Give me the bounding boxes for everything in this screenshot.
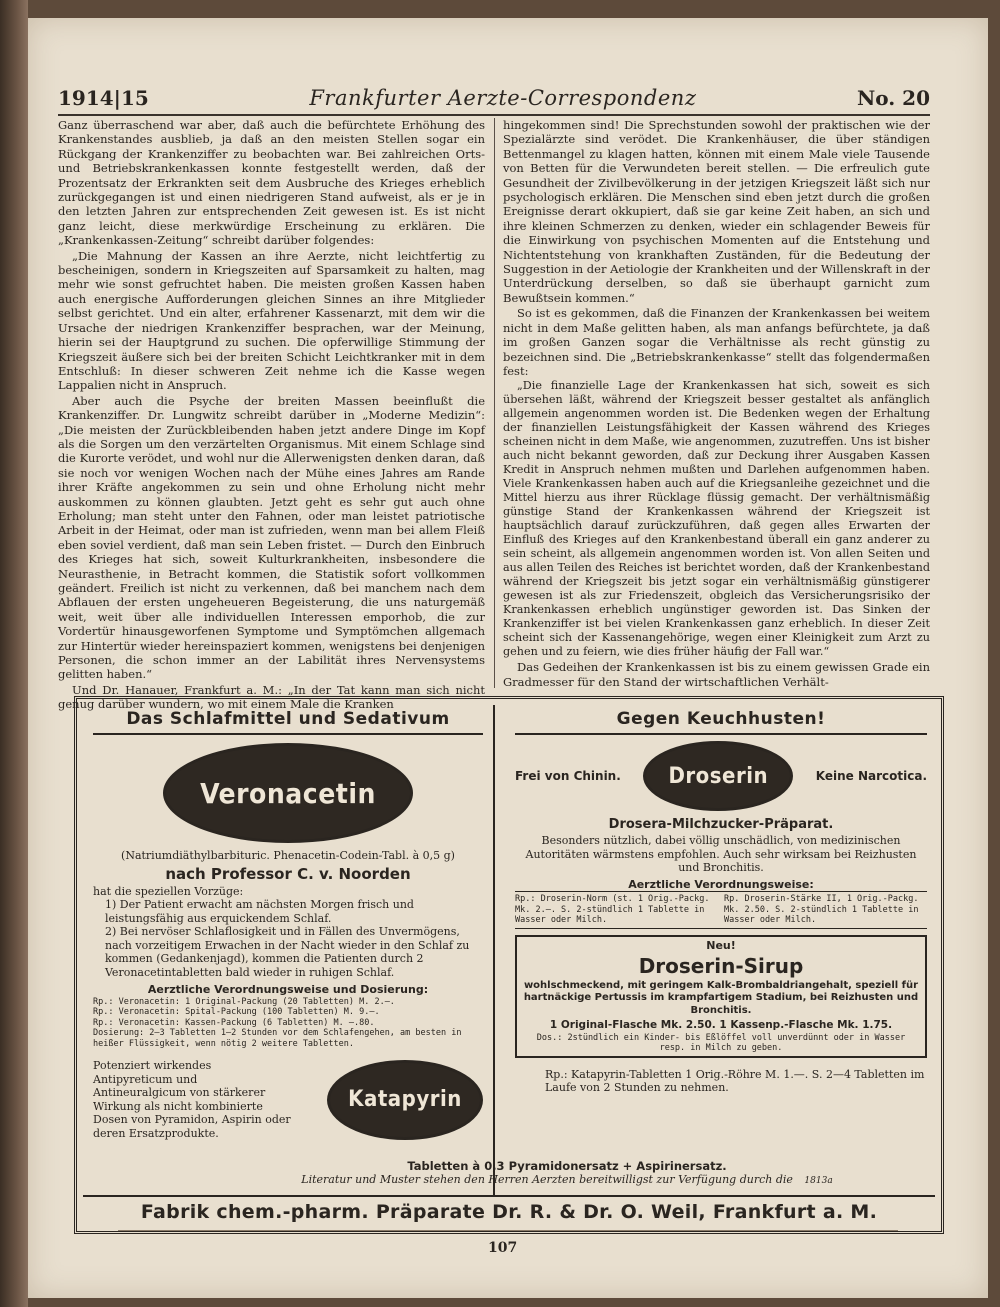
paragraph: „Die Mahnung der Kassen an ihre Aerzte, nicht leichtfertig zu bescheinigen, sondern in Kriegszeiten auf Sparsamkeit zu halten, mag mehr wie sonst gefruchtet haben. Die meisten großen Kassen haben auch energische Aufforderungen gleichen Sinnes an ihre Mitglieder selbst gerichtet. Und ein alter, erfahrener Kassenarzt, mit dem wir die Ursache der niedrigen Krankenziffer besprachen, war der Meinung, hierin sei der Hauptgrund zu suchen. Die opferwillige Stimmung der Kriegszeit äußere sich bei der breiten Schicht Leichtkranker mit in dem Entschluß: In dieser schweren Zeit nehme ich die Kasse wegen Lappalien nicht in Anspruch. xyxy=(58,248,485,393)
veronacetin-advantage: 2) Bei nervöser Schlaflosigkeit und in Fällen des Unvermögens, nach vorzeitigem Erwachen in der Nacht wieder in den Schlaf zu kommen (Gedankenjagd), kommen die Patienten durch 2 Veronacetintabletten bald wieder in ruhigen Schlaf. xyxy=(105,925,470,979)
paragraph: Und Dr. Hanauer, Frankfurt a. M.: „In der Tat kann man sich nicht genug darüber wundern, wo mit einem Male die Kranken xyxy=(58,682,485,712)
header-title: Frankfurter Aerzte-Correspondenz xyxy=(309,86,697,110)
droserin-rp-left: Rp.: Droserin-Norm (st. 1 Orig.-Packg. Mk. 2.—. S. 2-stündlich 1 Tablette in Wasser oder Milch. xyxy=(515,894,710,925)
katapyrin-literature-text: Literatur und Muster stehen den Herren Aerzten bereitwilligst zur Verfügung durch die xyxy=(301,1173,793,1186)
veronacetin-dosage-title: Aerztliche Verordnungsweise und Dosierung: xyxy=(147,983,429,996)
veronacetin-dosage-line: Rp.: Veronacetin: Spital-Packung (100 Tabletten) M. 9.—. xyxy=(93,1007,380,1017)
header-issue: No. 20 xyxy=(856,86,930,110)
paragraph: hingekommen sind! Die Sprechstunden sowohl der praktischen wie der Spezialärzte sind verödet. Die Krankenhäuser, die über ständigen Bettenmangel zu klagen hatten, können mit einem Male viele Tausende von Betten für die Verwundeten bereit stellen. — Die erfreulich gute Gesundheit der Zivilbevölkerung in der jetzigen Kriegszeit läßt sich nur psychologisch erklären. Die Menschen sind eben jetzt durch die großen Ereignisse derart okkupiert, daß sie gar keine Zeit haben, an sich und ihre kleinen Schmerzen zu denken, wieder ein schlagender Beweis für die Einwirkung von psychischen Momenten auf die Entstehung und Nichtentstehung von krankhaften Zuständen, für die Bedeutung der Suggestion in der Aetiologie der Krankheiten und der Willenskraft in der Unterdrückung derselben, so daß sie überhaupt garnicht zum Bewußtsein kommen.“ xyxy=(503,118,930,305)
katapyrin-tablets-line xyxy=(217,1159,917,1189)
droserin-sirup-box xyxy=(515,935,927,1058)
droserin-brand: Droserin xyxy=(668,763,769,789)
droserin-bottle-prices: 1 Original-Flasche Mk. 2.50. 1 Kassenp.-Flasche Mk. 1.75. xyxy=(549,1019,893,1031)
katapyrin-row xyxy=(93,1059,483,1140)
veronacetin-ad xyxy=(83,705,495,1195)
veronacetin-advantage: 1) Der Patient erwacht am nächsten Morgen frisch und leistungsfähig aus erquickendem Schlaf. xyxy=(105,898,414,925)
droserin-heading: Gegen Keuchhusten! xyxy=(515,709,927,735)
book-binding xyxy=(0,0,28,1307)
paragraph: Aber auch die Psyche der breiten Massen beeinflußt die Krankenziffer. Dr. Lungwitz schreibt darüber in „Moderne Medizin“: „Die meisten der Zurückbleibenden haben jetzt andere Dinge im Kopf als die Sorgen um den verzärtelten Organismus. Mit einem Schlage sind die Kurorte verödet, und wohl nur die Allerwenigsten denken daran, daß sie noch vor wenigen Wochen nach der Mühe eines Jahres am Rande ihrer Kräfte angekommen zu sein und ohne Erholung nicht mehr auskommen zu können glaubten. Jetzt geht es sehr gut auch ohne Erholung; man steht unter den Fahnen, oder man leistet patriotische Arbeit in der Heimat, oder man ist zufrieden, wenn man bei allem Fleiß eben soviel verdient, daß man sein Leben fristet. — Durch den Einbruch des Krieges hat sich, soweit Kulturkrankheiten, insbesondere die Neurasthenie, in Betracht kommen, die Statistik sofort vollkommen geändert. Freilich ist nicht zu verkennen, daß bei manchem nach dem Abflauen der ersten ungeheueren Begeisterung, die uns naturgemäß weit, weit über alle individuellen Interessen emporhob, die zur Vordertür hinausgeworfenen Symptome und Symptömchen allgemach zur Hintertür wieder hereinspaziert kommen, wenigstens bei denjenigen Personen, die schon immer an der Labilität ihres Nervensystems gelitten haben.“ xyxy=(58,393,485,682)
paragraph: Ganz überraschend war aber, daß auch die befürchtete Erhöhung des Krankenstandes ausblieb, ja daß an den meisten Stellen sogar ein Rückgang der Krankenziffer zu beobachten war. Bei zahlreichen Orts- und Betriebskrankenkassen konnte festgestellt werden, daß der Prozentsatz der Erkrankten seit dem Ausbruche des Krieges erheblich zurückgegangen ist und einen niedrigeren Stand aufweist, als er je in den letzten Jahren zur entsprechenden Zeit gewesen ist. Es ist nicht ganz leicht, diese merkwürdige Erscheinung zu erklären. Die „Krankenkassen-Zeitung“ schreibt darüber folgendes: xyxy=(58,118,485,248)
droserin-ad xyxy=(505,705,933,1195)
katapyrin-description: Potenziert wirkendes Antipyreticum und Antineuralgicum von stärkerer Wirkung als nicht kombinierte Dosen von Pyramidon, Aspirin oder deren Ersatzprodukte. xyxy=(93,1059,291,1140)
droserin-description: Besonders nützlich, dabei völlig unschädlich, von medizinischen Autoritäten wärmstens empfohlen. Auch sehr wirksam bei Reizhusten und Bronchitis. xyxy=(525,834,917,874)
header-year: 1914|15 xyxy=(58,86,149,110)
paragraph: Das Gedeihen der Krankenkassen ist bis zu einem gewissen Grade ein Gradmesser für den Stand der wirtschaftlichen Verhält- xyxy=(503,660,930,689)
veronacetin-logo xyxy=(163,743,413,843)
droserin-dosage: Dos.: 2stündlich ein Kinder- bis Eßlöffel voll unverdünnt oder in Wasser resp. in Milch zu geben. xyxy=(536,1032,906,1053)
company-banner xyxy=(83,1195,935,1227)
droserin-logo xyxy=(643,741,793,811)
column-divider xyxy=(494,118,495,688)
page-header xyxy=(58,76,930,116)
droserin-claim-left: Frei von Chinin. xyxy=(515,769,621,783)
footer-rule xyxy=(118,1230,898,1231)
right-column xyxy=(503,118,930,688)
droserin-sirup-description: wohlschmeckend, mit geringem Kalk-Brombaldriangehalt, speziell für hartnäckige Pertussis im krampfartigem Stadium, bei Reizhusten und Bronchitis. xyxy=(523,979,919,1016)
veronacetin-dosage-line: Dosierung: 2—3 Tabletten 1—2 Stunden vor dem Schlafengehen, am besten in heißer Flüssigkeit, wenn nötig 2 weitere Tabletten. xyxy=(93,1028,462,1049)
droserin-new-label: Neu! xyxy=(706,938,736,952)
paragraph: „Die finanzielle Lage der Krankenkassen hat sich, soweit es sich übersehen läßt, während der Kriegszeit besser gestaltet als anfänglich allgemein angenommen worden ist. Die Bedenken wegen der Erhaltung der finanziellen Leistungsfähigkeit der Kassen während des Krieges scheinen nicht in dem Maße, wie angenommen, zuzutreffen. Uns ist bisher auch nicht bekannt geworden, daß zur Deckung ihrer Ausgaben Kassen Kredit in Anspruch nehmen mußten und Darlehen aufgenommen haben. Viele Krankenkassen haben auch auf die Kriegsanleihe gezeichnet und die Mittel hierzu aus ihrer Rücklage flüssig gemacht. Der verhältnismäßig günstige Stand der Krankenkassen während der Kriegszeit ist hauptsächlich darauf zurückzuführen, daß gegen alles Erwarten der Einfluß des Krieges auf den Krankenbestand überall ein ganz anderer zu sein scheint, als allgemein angenommen worden ist. Von allen Seiten und aus allen Teilen des Reiches ist berichtet worden, daß der Krankenbestand während der Kriegszeit bis jetzt sogar ein verhältnismäßig günstigerer gewesen ist als zur Friedenszeit, obgleich das Versicherungsrisiko der Krankenkassen erheblich ungünstiger geworden ist. Das Sinken der Krankenziffer ist bei vielen Krankenkassen ganz erheblich. In dieser Zeit scheint sich der Kassenangehörige, wegen einer Kleinigkeit zum Arzt zu gehen und zu feiern, wie dies früher häufig der Fall war.“ xyxy=(503,379,930,659)
veronacetin-heading: Das Schlafmittel und Sedativum xyxy=(93,709,483,735)
droserin-logo-row xyxy=(515,741,927,811)
katapyrin-prescription: Rp.: Katapyrin-Tabletten 1 Orig.-Röhre M. 1.—. S. 2—4 Tabletten im Laufe von 2 Stunden zu nehmen. xyxy=(545,1067,925,1094)
veronacetin-dosage-line: Rp.: Veronacetin: Kassen-Packung (6 Tabletten) M. —.80. xyxy=(93,1017,375,1028)
veronacetin-brand: Veronacetin xyxy=(200,776,376,810)
veronacetin-dosage-line: Rp.: Veronacetin: 1 Original-Packung (20 Tabletten) M. 2.—. xyxy=(93,996,395,1007)
droserin-rp-right: Rp. Droserin-Stärke II, 1 Orig.-Packg. Mk. 2.50. S. 2-stündlich 1 Tablette in Wasser oder Milch. xyxy=(724,894,919,925)
droserin-claim-right: Keine Narcotica. xyxy=(815,769,927,783)
veronacetin-composition: (Natriumdiäthylbarbituric. Phenacetin-Codein-Tabl. à 0,5 g) xyxy=(121,849,455,862)
katapyrin-literature xyxy=(217,1173,917,1189)
droserin-subtitle: Drosera-Milchzucker-Präparat. xyxy=(608,817,834,832)
droserin-prescriptions xyxy=(515,891,927,929)
left-column xyxy=(58,118,485,712)
katapyrin-logo xyxy=(327,1060,483,1140)
advertisement-block xyxy=(74,696,944,1234)
katapyrin-tablets: Tabletten à 0,3 Pyramidonersatz + Aspirinersatz. xyxy=(407,1159,727,1173)
ad-code: 1813a xyxy=(804,1176,833,1186)
droserin-sirup-title: Droserin-Sirup xyxy=(638,953,804,978)
paragraph: So ist es gekommen, daß die Finanzen der Krankenkassen bei weitem nicht in dem Maße gelitten haben, als man anfangs befürchtete, ja daß im großen Ganzen sogar die Verhältnisse als recht günstig zu bezeichnen sind. Die „Betriebskrankenkasse“ stellt das folgendermaßen fest: xyxy=(503,306,930,378)
company-name: Fabrik chem.-pharm. Präparate Dr. R. & Dr. O. Weil, Frankfurt a. M. xyxy=(140,1201,878,1223)
veronacetin-author: nach Professor C. v. Noorden xyxy=(165,864,411,883)
katapyrin-brand: Katapyrin xyxy=(348,1087,462,1112)
droserin-dosage-title: Aerztliche Verordnungsweise: xyxy=(628,877,814,891)
newspaper-page xyxy=(28,18,988,1298)
veronacetin-intro: hat die speziellen Vorzüge: xyxy=(93,884,244,898)
page-number: 107 xyxy=(488,1240,518,1256)
